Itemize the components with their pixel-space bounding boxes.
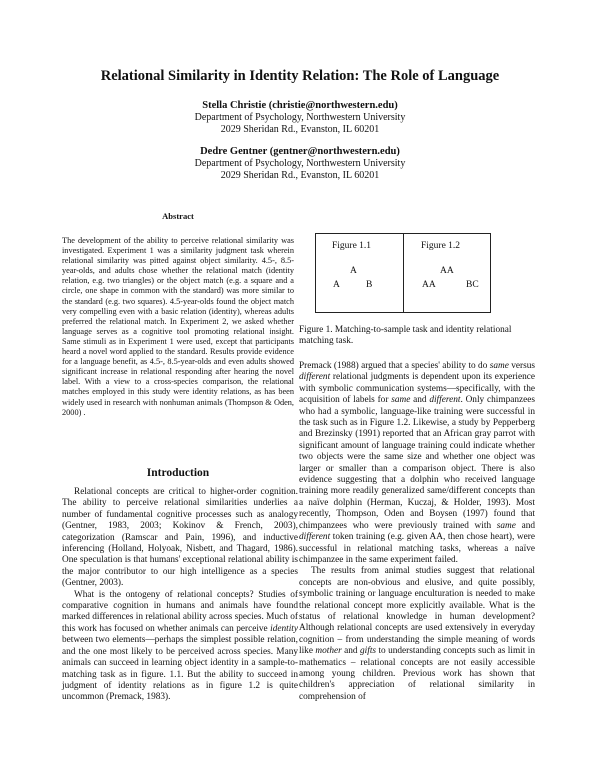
right-paragraph-2: The results from animal studies suggest that relational concepts are non-obvious and elusive, and quite possibly, symbolic training or language enculturation is needed to make the relational concept more explicitly available. What is the status of relational knowledge in human development? Although relational concepts are used extensively in everyday cognition – from understanding the simple meaning of words like mother and gifts to understanding concepts such as limit in mathematics – relational concepts are not easily accessible among young children. Previous work has shown that children's appreciation of relational similarity in comprehension of — [299, 566, 536, 702]
figure-1-1-choice-b: B — [366, 280, 373, 290]
paper-title: Relational Similarity in Identity Relation: The Role of Language — [100, 68, 500, 84]
author-2-address: 2029 Sheridan Rd., Evanston, IL 60201 — [220, 170, 380, 181]
author-1-name: Stella Christie (christie@northwestern.edu) — [202, 100, 398, 111]
figure-1-1-label: Figure 1.1 — [332, 241, 372, 251]
figure-divider — [403, 234, 404, 312]
intro-paragraph-2: What is the ontogeny of relational concepts? Studies of comparative cognition in humans and animals have found marked differences in relational ability across species. Much of this work has focused on whether animals can perceive identity between two elements—perhaps the simplest possible relation, and the one most likely to be perceived across species. Many animals can succeed in learning object identity in a sample-to-matching task as in figure. 1.1. But the ability to succeed in judgment of identity relations as in figure 1.2 is quite uncommon (Premack, 1983). — [62, 589, 298, 703]
author-1 — [0, 99, 600, 136]
right-paragraph-1: Premack (1988) argued that a species' ability to do same versus different relational judgments is dependent upon its experience with symbolic communication systems—specifically, with the acquisition of labels for same and different. Only chimpanzees who had a symbolic, language-like training were successful in the task such as in Figure 1.2. Likewise, a study by Pepperberg and Brezinsky (1991) reported that an African gray parrot with significant amount of language training could indicate whether two objects were the same size and whether one object was larger or smaller than a comparison object. There is also evidence suggesting that a dolphin who received language training more readily generalized same/different concepts than a naïve dolphin (Herman, Kuczaj, & Holder, 1993). Most recently, Thompson, Oden and Boysen (1997) found that chimpanzees who were previously trained with same and different token training (e.g. given AA, then chose heart), were successful in relational matching tasks, whereas a naïve chimpanzee in the same experiment failed. — [299, 361, 535, 565]
abstract-heading: Abstract — [162, 211, 194, 221]
figure-1-2-sample: AA — [440, 266, 454, 276]
introduction-body — [62, 487, 298, 704]
figure-caption: Figure 1. Matching-to-sample task and identity relational matching task. — [299, 325, 512, 347]
introduction-heading: Introduction — [146, 467, 210, 479]
abstract-text: The development of the ability to perceive relational similarity was investigated. Experiment 1 was a similarity judgment task wherein relational similarity was pitted against object similarity. 4.5-, 8.5-year-olds, and adults chose whether the relational match (identity relation, e.g. two triangles) or the object match (e.g. a square and a circle, one shape in common with the standard) was more similar to the standard (e.g. two squares). 4.5-year-olds found the object match very compelling even with a basic relation (identity), whereas adults preferred the relational match. In Experiment 2, we asked whether language serves as a cognitive tool promoting relational insight. Same stimuli as in Experiment 1 were used, except that participants heard a novel word applied to the standard. Results provide evidence for a language benefit, as 4.5-, 8.5-year-olds and even adults showed significant increase in relational responding after hearing the novel label. With a view to a cross-species comparison, the relational matches employed in this study were identity relations, as has been widely used in research with nonhuman animals (Thompson & Oden, 2000) . — [62, 236, 294, 417]
figure-1-2-choice-bc: BC — [466, 280, 479, 290]
figure-1-1-choice-a: A — [333, 280, 340, 290]
author-1-dept: Department of Psychology, Northwestern University — [194, 112, 406, 123]
figure-1-2-label: Figure 1.2 — [421, 241, 461, 251]
author-2 — [0, 145, 600, 182]
figure-1-1-sample: A — [350, 266, 357, 276]
intro-paragraph-1: Relational concepts are critical to higher-order cognition. The ability to perceive relational similarities underlies a number of fundamental cognitive processes such as analogy (Gentner, 1983, 2003; Kokinov & French, 2003), categorization (Ramscar and Pain, 1996), and inductive inferencing (Holland, Holyoak, Nisbett, and Thagard, 1986). One speculation is that humans' exceptional relational ability is the major contributor to our high intelligence as a species (Gentner, 2003). — [62, 487, 298, 589]
figure-1-2-choice-aa: AA — [422, 280, 436, 290]
author-2-name: Dedre Gentner (gentner@northwestern.edu) — [200, 146, 400, 157]
author-2-dept: Department of Psychology, Northwestern University — [194, 158, 406, 169]
author-1-address: 2029 Sheridan Rd., Evanston, IL 60201 — [220, 124, 380, 135]
figure-1 — [315, 233, 491, 313]
right-column-body — [299, 361, 535, 703]
